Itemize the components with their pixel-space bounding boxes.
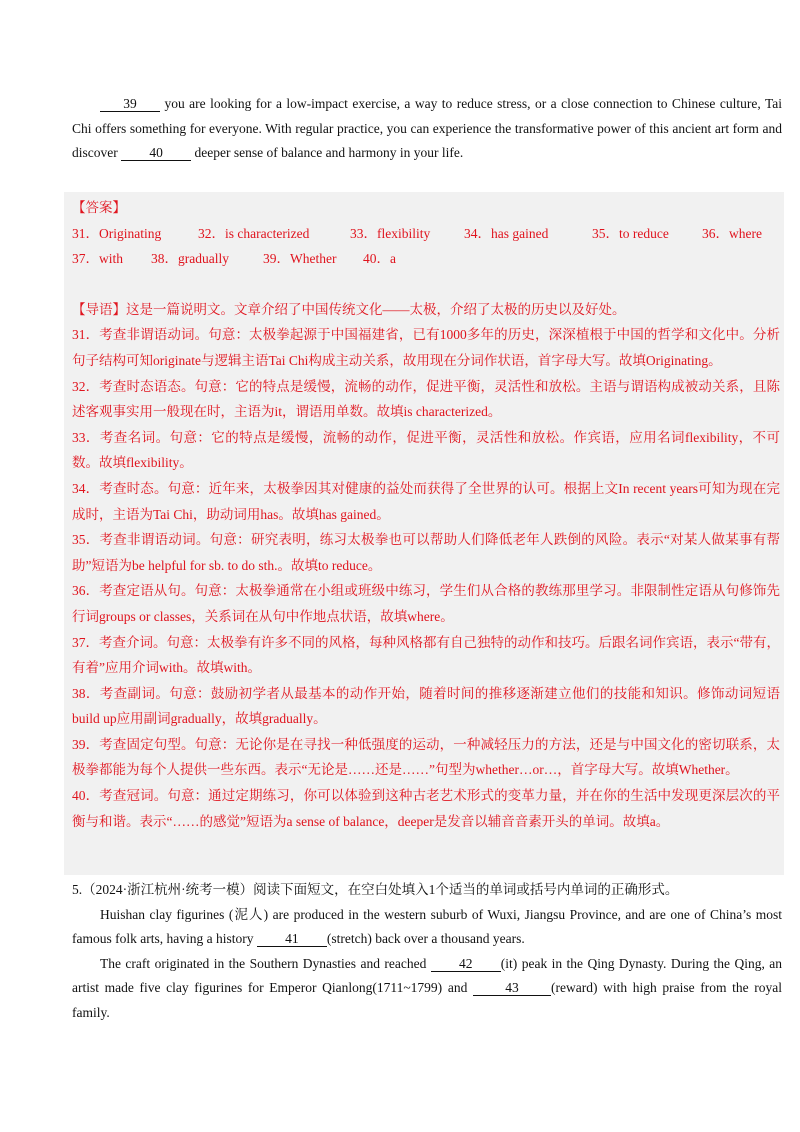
question-5-paragraph-1 xyxy=(72,903,782,952)
answer-37: 37．with xyxy=(72,251,124,267)
question-5-header: 5.（2024·浙江杭州·统考一模）阅读下面短文，在空白处填入1个适当的单词或括号内单词的正确形式。 xyxy=(72,882,679,897)
blank-42: 42 xyxy=(431,956,501,972)
passage-text-b: deeper sense of balance and harmony in your life. xyxy=(191,145,464,160)
q5-p2-text-c: (reward) with high praise from the royal family. xyxy=(72,980,782,1020)
answers-row-1 xyxy=(72,221,780,247)
answer-32: 32．is characterized xyxy=(198,225,310,241)
answer-heading: 【答案】 xyxy=(72,200,126,215)
q5-p2-text-a: The craft originated in the Southern Dynasties and reached xyxy=(100,955,431,971)
blank-39: 39 xyxy=(100,96,160,112)
blank-43: 43 xyxy=(473,980,551,996)
question-5-paragraph-2 xyxy=(72,952,782,1026)
explanation-32: 32．考查时态语态。句意：它的特点是缓慢，流畅的动作，促进平衡，灵活性和放松。主语与谓语构成被动关系，且陈述客观事实用一般现在时，主语为it，谓语用单数。故填is characterized。 xyxy=(72,378,780,420)
explanation-34: 34．考查时态。句意：近年来，太极拳因其对健康的益处而获得了全世界的认可。根据上文In recent years可知为现在完成时，主语为Tai Chi，助动词用has。故填has gained。 xyxy=(72,480,780,522)
blank-40: 40 xyxy=(121,145,191,161)
passage-paragraph xyxy=(72,92,782,166)
answer-33: 33．flexibility xyxy=(350,225,431,241)
answer-31: 31．Originating xyxy=(72,225,162,241)
answer-36: 36．where xyxy=(702,225,762,241)
answer-40: 40．a xyxy=(363,251,396,267)
explanation-40: 40．考查冠词。句意：通过定期练习，你可以体验到这种古老艺术形式的变革力量，并在你的生活中发现更深层次的平衡与和谐。表示“……的感觉”短语为a sense of balance，deeper是发音以辅音音素开头的单词。故填a。 xyxy=(72,788,780,829)
answers-row-2 xyxy=(72,246,780,272)
q5-p2-text-b: (it) peak in the Qing Dynasty. During the Qing, an artist made five clay figurines for Emperor Qianlong(1711~1799) and xyxy=(72,955,782,995)
q5-p1-text-b: (stretch) back over a thousand years. xyxy=(326,931,525,946)
explanation-35: 35．考查非谓语动词。句意：研究表明，练习太极拳也可以帮助人们降低老年人跌倒的风险。表示“对某人做某事有帮助”短语为be helpful for sb. to do sth.。故填to reduce。 xyxy=(72,532,780,573)
explanation-31: 31．考查非谓语动词。句意：太极拳起源于中国福建省，已有1000多年的历史，深深植根于中国的哲学和文化中。分析句子结构可知originate与逻辑主语Tai Chi构成主动关系，故用现在分词作状语，首字母大写。故填Originating。 xyxy=(72,327,780,368)
explanation-33: 33．考查名词。句意：它的特点是缓慢，流畅的动作，促进平衡，灵活性和放松。作宾语，应用名词flexibility，不可数。故填flexibility。 xyxy=(72,429,780,471)
answer-35: 35．to reduce xyxy=(592,225,669,241)
q5-p1-text-a: Huishan clay figurines (泥人) are produced in the western suburb of Wuxi, Jiangsu Province, and are one of China’s most famous folk arts, having a history xyxy=(72,906,782,946)
explanation-37: 37．考查介词。句意：太极拳有许多不同的风格，每种风格都有自己独特的动作和技巧。后跟名词作宾语，表示“带有，有着”应用介词with。故填with。 xyxy=(72,634,780,676)
guide-text: 【导语】这是一篇说明文。文章介绍了中国传统文化——太极，介绍了太极的历史以及好处。 xyxy=(72,301,626,317)
explanation-38: 38．考查副词。句意：鼓励初学者从最基本的动作开始，随着时间的推移逐渐建立他们的技能和知识。修饰动词短语build up应用副词gradually，故填gradually。 xyxy=(72,685,780,727)
passage-text-a: you are looking for a low-impact exercise, a way to reduce stress, or a close connection to Chinese culture, Tai Chi offers something for everyone. With regular practice, you can experience the transformative power of this ancient art form and discover xyxy=(72,96,782,160)
answer-34: 34．has gained xyxy=(464,225,549,241)
top-passage xyxy=(72,92,782,166)
explanation-36: 36．考查定语从句。句意：太极拳通常在小组或班级中练习，学生们从合格的教练那里学习。非限制性定语从句修饰先行词groups or classes，关系词在从句中作地点状语，故填where。 xyxy=(72,583,780,624)
answer-39: 39．Whether xyxy=(263,251,337,267)
blank-41: 41 xyxy=(257,931,327,947)
explanation-39: 39．考查固定句型。句意：无论你是在寻找一种低强度的运动，一种减轻压力的方法，还是与中国文化的密切联系，太极拳都能为每个人提供一些东西。表示“无论是……还是……”句型为whether…or…，首字母大写。故填Whether。 xyxy=(72,736,780,778)
answer-38: 38．gradually xyxy=(151,251,229,267)
question-5 xyxy=(72,878,782,1025)
answer-section xyxy=(64,192,784,875)
